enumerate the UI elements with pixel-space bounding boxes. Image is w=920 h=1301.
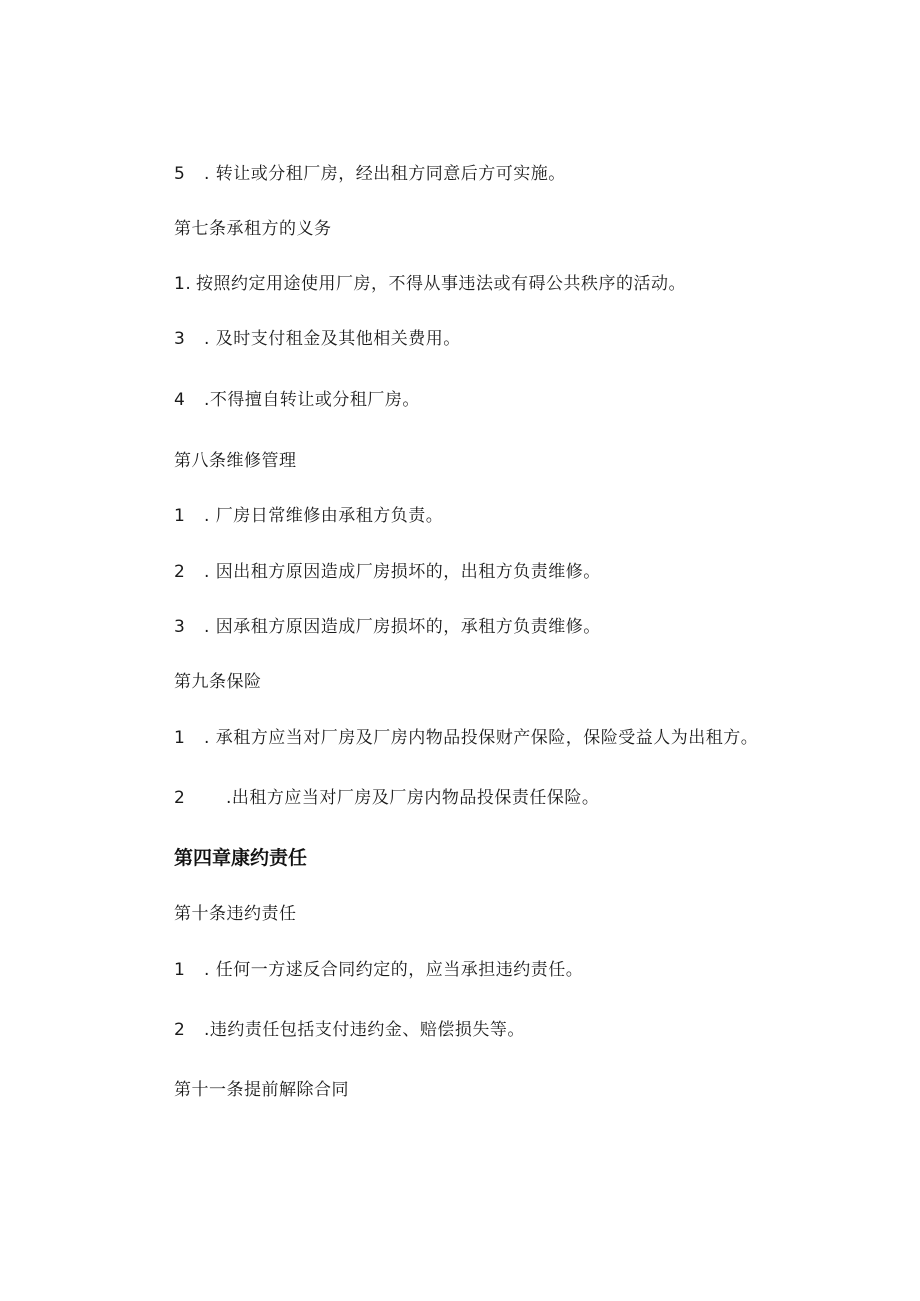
article-title-text: 第七条承租方的义务 [174, 219, 332, 239]
item-number: 3 [174, 617, 186, 637]
clause-9-item-2 [174, 787, 599, 809]
item-text: . 承租方应当对厂房及厂房内物品投保财产保险，保险受益人为出租方。 [204, 728, 759, 748]
item-number: 5 [174, 164, 186, 184]
clause-8-item-1 [174, 505, 443, 527]
clause-7-item-3 [174, 328, 461, 350]
article-title-text: 第十一条提前解除合同 [174, 1080, 349, 1100]
item-number: 4 [174, 390, 186, 410]
item-number: 2 [174, 788, 186, 808]
item-text: . 任何一方逑反合同约定的，应当承担违约责任。 [204, 960, 584, 980]
item-number: 1 [174, 960, 186, 980]
clause-8-item-2 [174, 561, 601, 583]
article-title-text: 第九条保险 [174, 672, 262, 692]
article-title-text: 第八条维修管理 [174, 451, 297, 471]
clause-8-item-3 [174, 616, 601, 638]
article-11-title [174, 1079, 349, 1101]
article-9-title [174, 671, 262, 693]
item-number: 2 [174, 562, 186, 582]
item-number: 3 [174, 329, 186, 349]
item-text: . 及时支付租金及其他相关费用。 [204, 329, 461, 349]
item-text: . 因出租方原因造成厂房损坏的，出租方负责维修。 [204, 562, 601, 582]
item-text: 按照约定用途使用厂房，不得从事违法或有碍公共秩序的活动。 [196, 274, 686, 294]
item-text: .违约责任包括支付违约金、赔偿损失等。 [204, 1020, 525, 1040]
item-text: . 因承租方原因造成厂房损坏的，承租方负责维修。 [204, 617, 601, 637]
item-number: 1 [174, 728, 186, 748]
clause-9-item-1 [174, 727, 758, 749]
item-number: 2 [174, 1020, 186, 1040]
chapter-4-heading: 第四章康约责任 [174, 847, 308, 869]
article-7-title [174, 218, 332, 240]
clause-10-item-2 [174, 1019, 525, 1041]
item-text: .出租方应当对厂房及厂房内物品投保责任保险。 [226, 788, 600, 808]
item-number: 1. [174, 274, 192, 294]
clause-6-item-5 [174, 163, 566, 185]
clause-7-item-1 [174, 273, 686, 295]
article-title-text: 第十条违约责任 [174, 904, 297, 924]
clause-10-item-1 [174, 959, 583, 981]
article-10-title [174, 903, 297, 925]
item-text: .不得擅自转让或分租厂房。 [204, 390, 420, 410]
article-8-title [174, 450, 297, 472]
item-number: 1 [174, 506, 186, 526]
item-text: . 转让或分租厂房，经出租方同意后方可实施。 [204, 164, 566, 184]
clause-7-item-4 [174, 389, 420, 411]
item-text: . 厂房日常维修由承租方负责。 [204, 506, 444, 526]
